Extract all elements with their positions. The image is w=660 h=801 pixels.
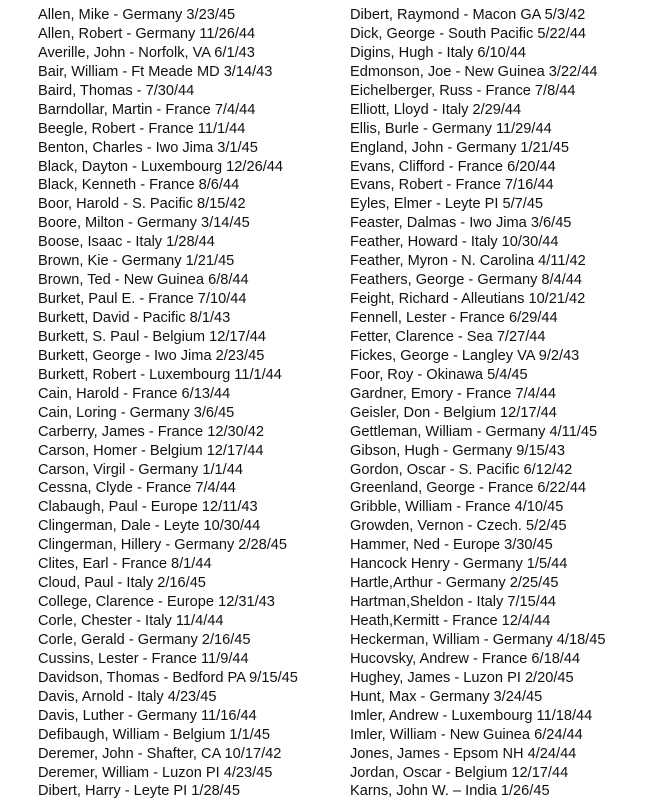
- name-entry: Defibaugh, William - Belgium 1/1/45: [38, 726, 270, 743]
- name-entry: Hughey, James - Luzon PI 2/20/45: [350, 669, 574, 686]
- name-entry: Heath,Kermitt - France 12/4/44: [350, 613, 551, 629]
- name-entry: Hartman,Sheldon - Italy 7/15/44: [350, 594, 557, 611]
- name-entry: Gardner, Emory - France 7/4/44: [350, 385, 557, 402]
- name-entry: Greenland, George - France 6/22/44: [350, 480, 587, 497]
- name-entry: Cain, Harold - France 6/13/44: [38, 385, 231, 402]
- name-entry: Imler, Andrew - Luxembourg 11/18/44: [350, 707, 593, 724]
- name-entry: Heckerman, William - Germany 4/18/45: [350, 631, 606, 648]
- name-entry: Carson, Homer - Belgium 12/17/44: [38, 442, 264, 459]
- name-entry: Brown, Ted - New Guinea 6/8/44: [38, 272, 249, 289]
- name-entry: Dibert, Raymond - Macon GA 5/3/42: [350, 7, 586, 23]
- left-column: [38, 6, 338, 801]
- name-entry: Eichelberger, Russ - France 7/8/44: [350, 82, 576, 99]
- name-entry: Hancock Henry - Germany 1/5/44: [350, 556, 568, 573]
- name-entry: Brown, Kie - Germany 1/21/45: [38, 253, 235, 270]
- name-entry: Cain, Loring - Germany 3/6/45: [38, 404, 235, 421]
- name-entry: Boor, Harold - S. Pacific 8/15/42: [38, 196, 246, 213]
- name-entry: Edmonson, Joe - New Guinea 3/22/44: [350, 63, 598, 80]
- name-entry: Feather, Howard - Italy 10/30/44: [350, 234, 559, 251]
- name-entry: Elliott, Lloyd - Italy 2/29/44: [350, 101, 522, 118]
- name-entry: Carberry, James - France 12/30/42: [38, 423, 265, 440]
- name-entry: College, Clarence - Europe 12/31/43: [38, 594, 275, 611]
- name-entry: Carson, Virgil - Germany 1/1/44: [38, 461, 243, 478]
- name-entry: Hucovsky, Andrew - France 6/18/44: [350, 650, 581, 667]
- name-entry: Fennell, Lester - France 6/29/44: [350, 310, 558, 326]
- name-entry: Cessna, Clyde - France 7/4/44: [38, 480, 236, 497]
- name-entry: Allen, Robert - Germany 11/26/44: [38, 25, 256, 42]
- name-entry: Black, Dayton - Luxembourg 12/26/44: [38, 158, 283, 175]
- name-entry: Barndollar, Martin - France 7/4/44: [38, 101, 256, 118]
- name-entry: Cussins, Lester - France 11/9/44: [38, 650, 249, 667]
- name-entry: Evans, Clifford - France 6/20/44: [350, 158, 556, 175]
- name-entry: Ellis, Burle - Germany 11/29/44: [350, 120, 552, 137]
- name-entry: Imler, William - New Guinea 6/24/44: [350, 726, 583, 743]
- name-entry: Allen, Mike - Germany 3/23/45: [38, 7, 236, 23]
- name-entry: Boose, Isaac - Italy 1/28/44: [38, 234, 215, 251]
- name-entry: Hartle,Arthur - Germany 2/25/45: [350, 575, 559, 592]
- name-entry: Burkett, David - Pacific 8/1/43: [38, 310, 231, 326]
- name-entry: Fetter, Clarence - Sea 7/27/44: [350, 328, 546, 345]
- name-entry: Corle, Chester - Italy 11/4/44: [38, 613, 224, 629]
- name-entry: Dick, George - South Pacific 5/22/44: [350, 25, 587, 42]
- name-entry: Feight, Richard - Alleutians 10/21/42: [350, 291, 586, 308]
- name-entry: Gribble, William - France 4/10/45: [350, 499, 564, 516]
- name-entry: Boore, Milton - Germany 3/14/45: [38, 215, 250, 232]
- name-entry: Averille, John - Norfolk, VA 6/1/43: [38, 44, 255, 61]
- name-entry: Corle, Gerald - Germany 2/16/45: [38, 631, 251, 648]
- name-entry: Jordan, Oscar - Belgium 12/17/44: [350, 764, 569, 781]
- name-entry: Bair, William - Ft Meade MD 3/14/43: [38, 63, 273, 80]
- name-entry: Baird, Thomas - 7/30/44: [38, 82, 195, 99]
- name-entry: Burket, Paul E. - France 7/10/44: [38, 291, 247, 308]
- name-entry: Clites, Earl - France 8/1/44: [38, 556, 212, 573]
- name-entry: Feathers, George - Germany 8/4/44: [350, 272, 582, 289]
- name-entry: Deremer, John - Shafter, CA 10/17/42: [38, 745, 282, 762]
- name-entry: Karns, John W. – India 1/26/45: [350, 783, 550, 800]
- name-entry: Hunt, Max - Germany 3/24/45: [350, 688, 543, 705]
- name-entry: Deremer, William - Luzon PI 4/23/45: [38, 764, 273, 781]
- name-entry: Evans, Robert - France 7/16/44: [350, 177, 554, 194]
- name-entry: Beegle, Robert - France 11/1/44: [38, 120, 246, 137]
- name-entry: Black, Kenneth - France 8/6/44: [38, 177, 240, 194]
- name-entry: Gordon, Oscar - S. Pacific 6/12/42: [350, 461, 573, 478]
- name-entry: Fickes, George - Langley VA 9/2/43: [350, 347, 580, 364]
- name-entry: Davis, Luther - Germany 11/16/44: [38, 707, 257, 724]
- name-entry: Clabaugh, Paul - Europe 12/11/43: [38, 499, 258, 516]
- name-entry: Clingerman, Hillery - Germany 2/28/45: [38, 537, 287, 554]
- name-entry: Burkett, Robert - Luxembourg 11/1/44: [38, 366, 282, 383]
- name-entry: Davis, Arnold - Italy 4/23/45: [38, 688, 217, 705]
- name-entry: Benton, Charles - Iwo Jima 3/1/45: [38, 139, 258, 156]
- name-entry: England, John - Germany 1/21/45: [350, 139, 570, 156]
- name-entry: Eyles, Elmer - Leyte PI 5/7/45: [350, 196, 544, 213]
- name-entry: Growden, Vernon - Czech. 5/2/45: [350, 518, 567, 535]
- name-entry: Feaster, Dalmas - Iwo Jima 3/6/45: [350, 215, 572, 232]
- name-entry: Hammer, Ned - Europe 3/30/45: [350, 537, 553, 554]
- name-entry: Geisler, Don - Belgium 12/17/44: [350, 404, 557, 421]
- name-entry: Davidson, Thomas - Bedford PA 9/15/45: [38, 669, 298, 686]
- name-entry: Jones, James - Epsom NH 4/24/44: [350, 745, 577, 762]
- name-entry: Cloud, Paul - Italy 2/16/45: [38, 575, 206, 592]
- name-entry: Gettleman, William - Germany 4/11/45: [350, 423, 598, 440]
- name-entry: Foor, Roy - Okinawa 5/4/45: [350, 366, 528, 383]
- name-entry: Feather, Myron - N. Carolina 4/11/42: [350, 253, 586, 270]
- name-entry: Clingerman, Dale - Leyte 10/30/44: [38, 518, 261, 535]
- name-entry: Digins, Hugh - Italy 6/10/44: [350, 44, 527, 61]
- right-column: [350, 6, 650, 801]
- name-entry: Burkett, George - Iwo Jima 2/23/45: [38, 347, 265, 364]
- name-entry: Burkett, S. Paul - Belgium 12/17/44: [38, 328, 266, 345]
- name-entry: Gibson, Hugh - Germany 9/15/43: [350, 442, 565, 459]
- name-entry: Dibert, Harry - Leyte PI 1/28/45: [38, 783, 240, 800]
